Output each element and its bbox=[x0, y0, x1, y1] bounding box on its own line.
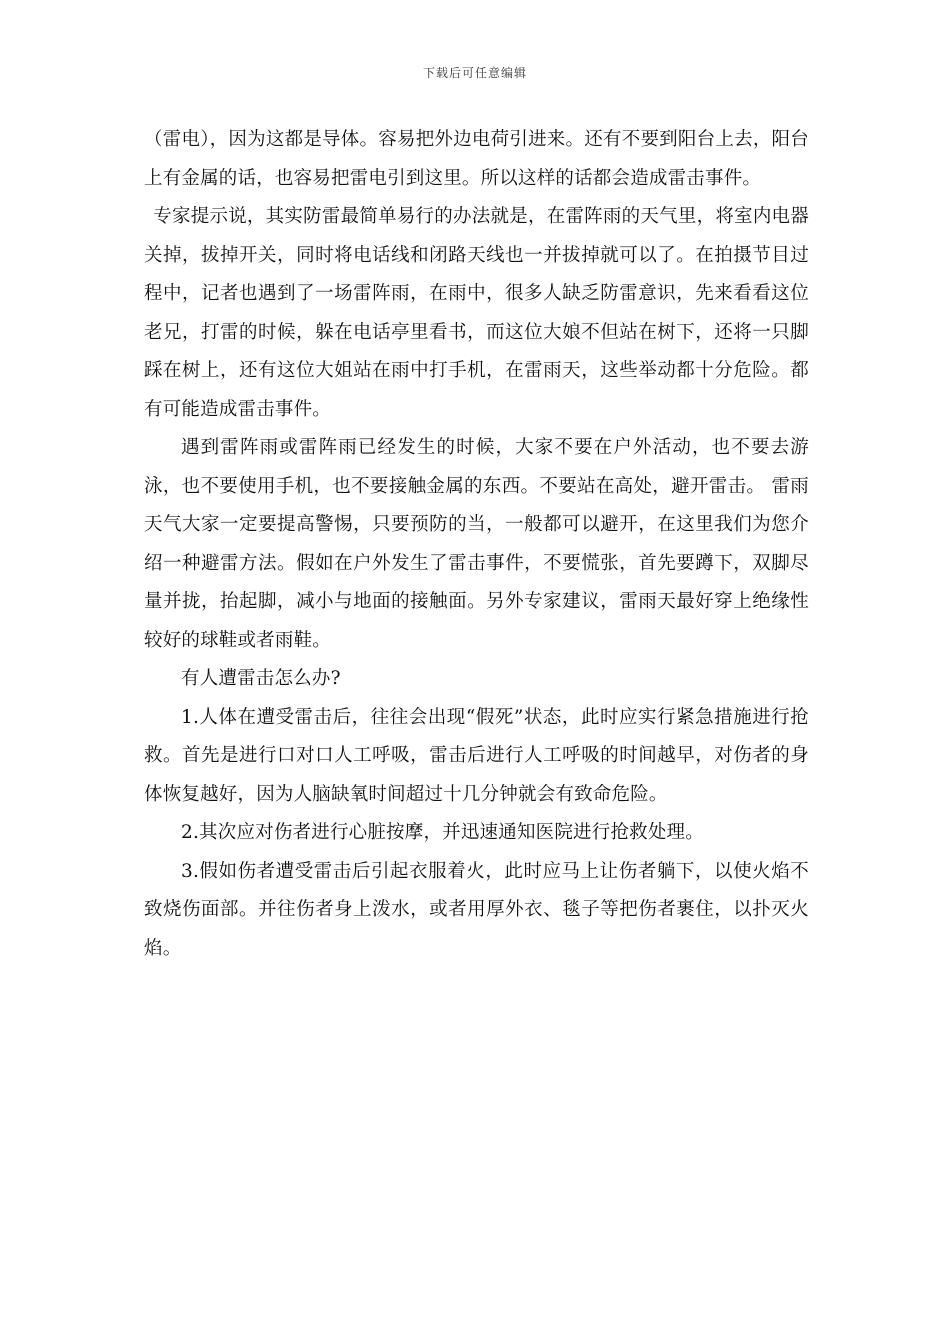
paragraph-lightning-conductors: （雷电），因为这都是导体。容易把外边电荷引进来。还有不要到阳台上去，阳台上有金属的话，也容易把雷电引到这里。所以这样的话都会造成雷击事件。 bbox=[144, 129, 809, 189]
first-aid-step-1: 1.人体在遭受雷击后，往往会出现“假死”状态，此时应实行紧急措施进行抢救。首先是进行口对口人工呼吸，雷击后进行人工呼吸的时间越早，对伤者的身体恢复越好，因为人脑缺氧时间超过十几分钟就会有致命危险。 bbox=[144, 706, 809, 805]
section-heading-first-aid: 有人遭雷击怎么办? bbox=[181, 668, 341, 689]
paragraph-expert-advice: 专家提示说，其实防雷最简单易行的办法就是，在雷阵雨的天气里，将室内电器关掉，拔掉开关，同时将电话线和闭路天线也一并拔掉就可以了。在拍摄节目过程中，记者也遇到了一场雷阵雨，在雨中，很多人缺乏防雷意识，先来看看这位老兄，打雷的时候，躲在电话亭里看书，而这位大娘不但站在树下，还将一只脚踩在树上，还有这位大姐站在雨中打手机，在雷雨天，这些举动都十分危险。都有可能造成雷击事件。 bbox=[144, 206, 809, 420]
paragraph-outdoor-safety: 遇到雷阵雨或雷阵雨已经发生的时候，大家不要在户外活动，也不要去游泳，也不要使用手机，也不要接触金属的东西。不要站在高处，避开雷击。 雷雨天气大家一定要提高警惕，只要预防的当，一般都可以避开，在这里我们为您介绍一种避雷方法。假如在户外发生了雷击事件，不要慌张，首先要蹲下，双脚尽量并拢，抬起脚，减小与地面的接触面。另外专家建议，雷雨天最好穿上绝缘性较好的球鞋或者雨鞋。 bbox=[144, 437, 809, 651]
first-aid-step-2: 2.其次应对伤者进行心脏按摩，并迅速通知医院进行抢救处理。 bbox=[181, 822, 704, 843]
first-aid-step-3: 3.假如伤者遭受雷击后引起衣服着火，此时应马上让伤者躺下，以使火焰不致烧伤面部。并往伤者身上泼水，或者用厚外衣、毯子等把伤者裹住，以扑灭火焰。 bbox=[144, 860, 809, 959]
document-body bbox=[144, 121, 809, 968]
page-header: 下载后可任意编辑 bbox=[422, 66, 527, 80]
